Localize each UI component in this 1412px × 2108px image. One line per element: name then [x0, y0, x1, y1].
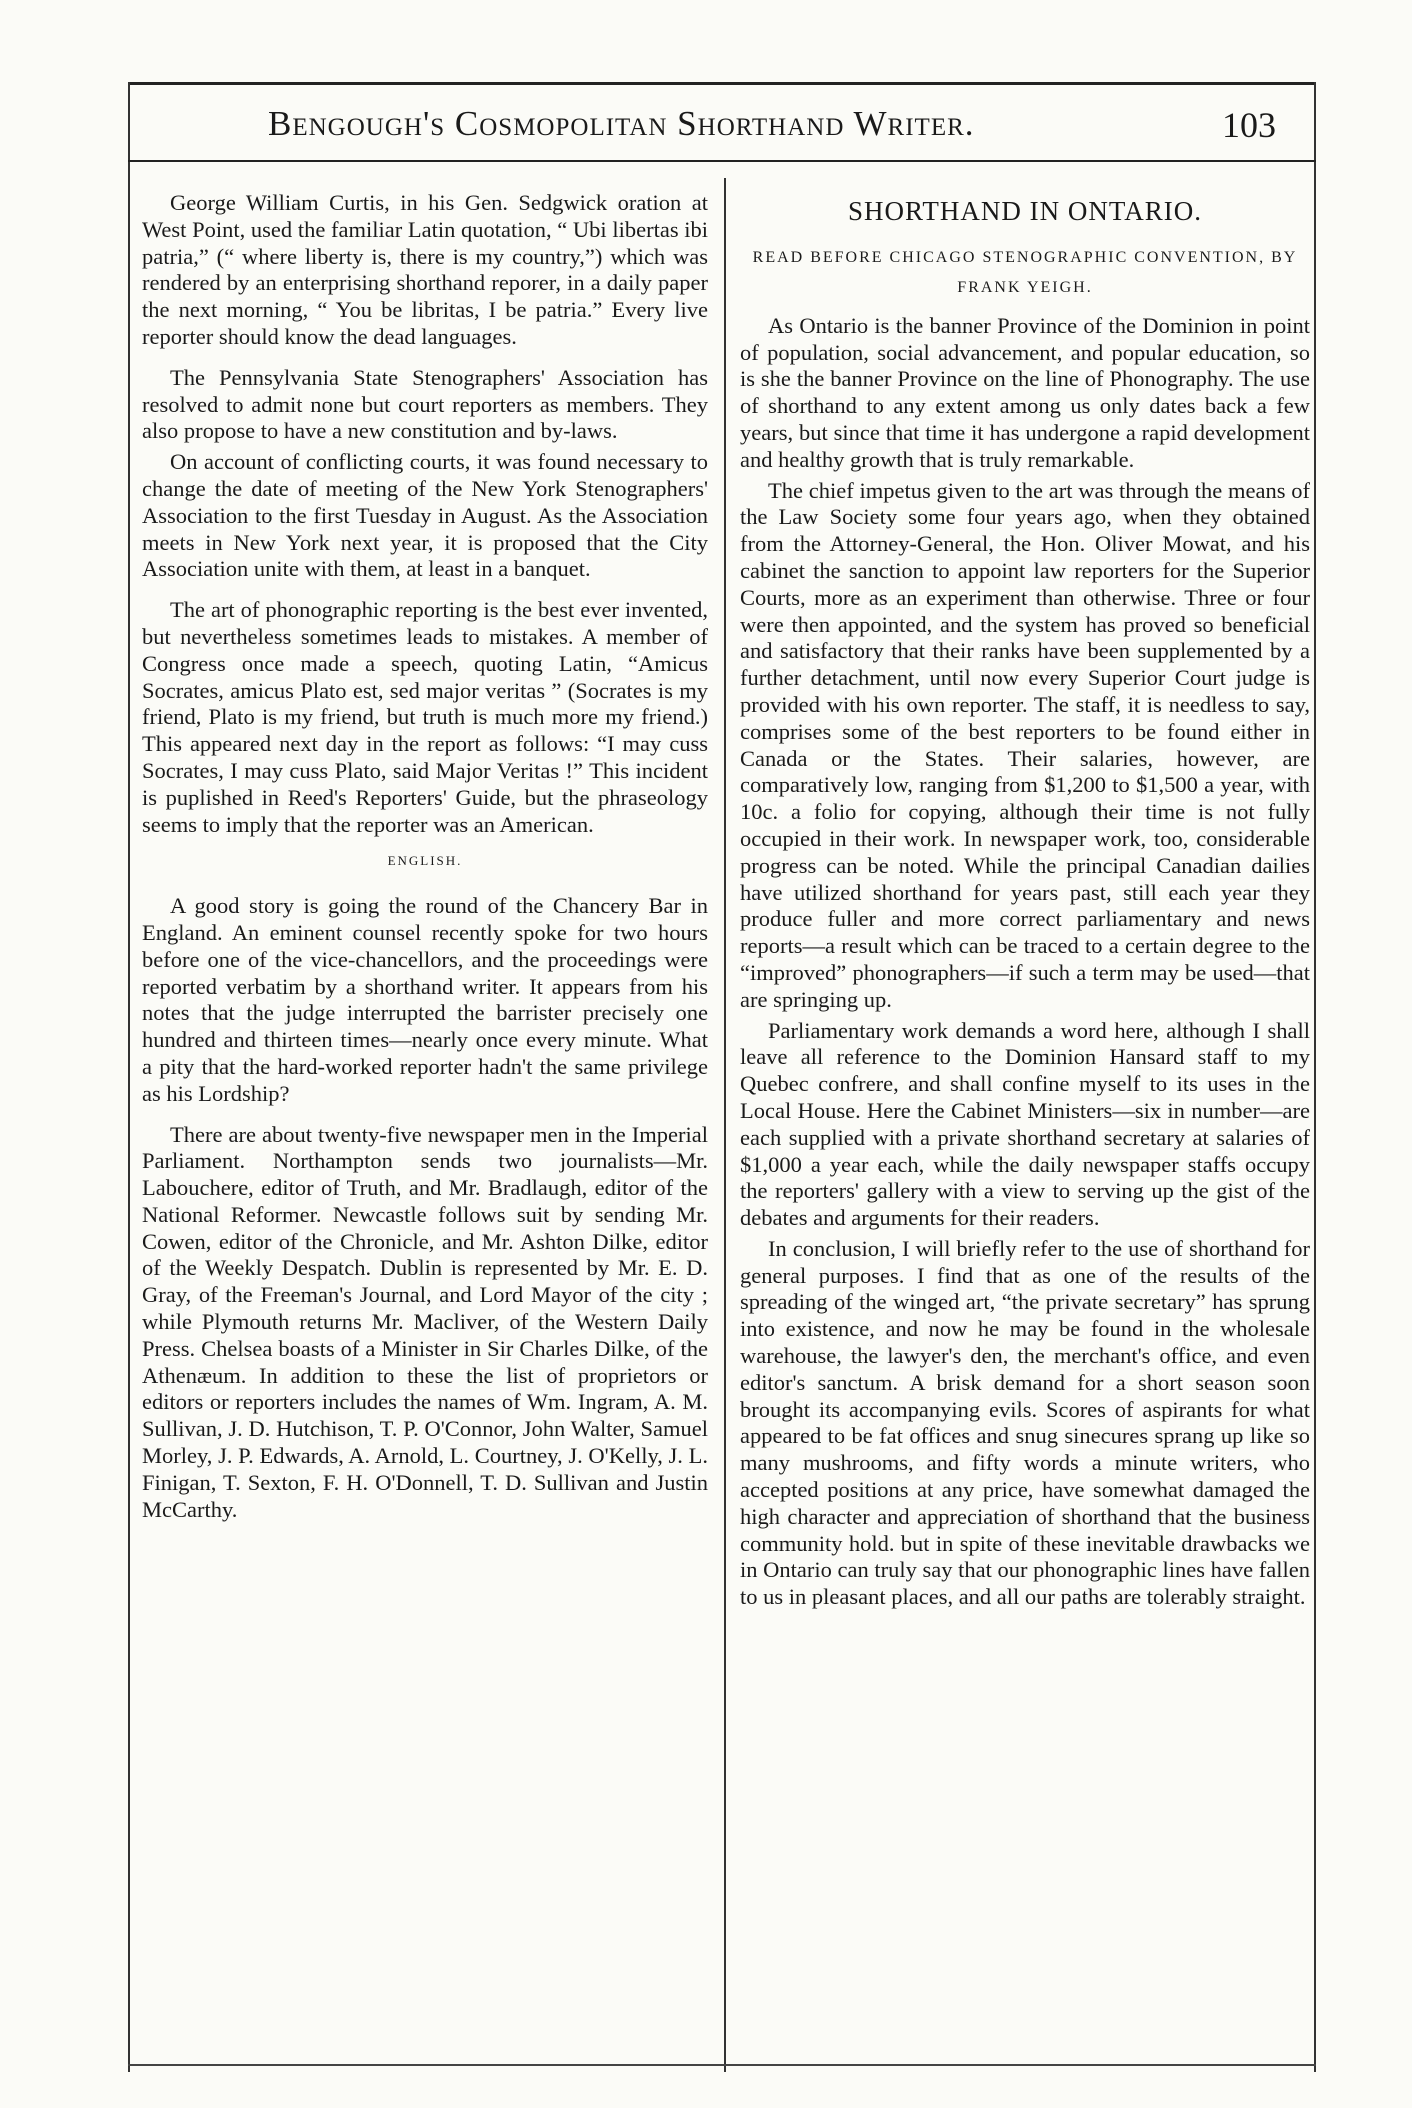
section-heading-english: ENGLISH.: [387, 853, 463, 869]
paragraph-imperial-parliament: There are about twenty-five newspaper men in the Imperial Parliament. Northampton sends two journalists—Mr. Labouchere, editor of Truth, and Mr. Bradlaugh, editor of the National Reformer. Newcastle follows suit by sending Mr. Cowen, editor of the Chronicle, and Mr. Ashton Dilke, editor of the Weekly Despatch. Dublin is represented by Mr. E. D. Gray, of the Freeman's Journal, and Lord Mayor of the city ; while Plymouth returns Mr. Macliver, of the Western Daily Press. Chelsea boasts of a Minister in Sir Charles Dilke, of the Athenæum. In addition to these the list of proprietors or editors or reporters includes the names of Wm. Ingram, A. M. Sullivan, J. D. Hutchison, T. P. O'Connor, John Walter, Samuel Morley, J. P. Edwards, A. Arnold, L. Courtney, J. O'Kelly, J. L. Finigan, T. Sexton, F. H. O'Donnell, T. D. Sullivan and Justin McCarthy.: [142, 1121, 708, 1522]
right-border: [1314, 82, 1316, 2072]
running-title: Bengough's Cosmopolitan Shorthand Writer.: [268, 104, 975, 143]
paragraph-conclusion: In conclusion, I will briefly refer to the use of shorthand for general purposes. I find that as one of the results of the spreading of the winged art, “the private secretary” has sprung into existence, and now he may be found in the wholesale warehouse, the lawyer's den, the merchant's office, and even editor's sanctum. A brisk demand for a short season soon brought its accompanying evils. Scores of aspirants for what appeared to be fat offices and snug sinecures sprang up like so many mushrooms, and fifty words a minute writers, who accepted positions at any price, have somewhat damaged the high character and appreciation of shorthand that the business community hold. but in spite of these inevitable drawbacks we in Ontario can truly say that our phonographic lines have fallen to us in pleasant places, and all our paths are tolerably straight.: [740, 1235, 1310, 1610]
paragraph-parliamentary-work: Parliamentary work demands a word here, although I shall leave all reference to the Dominion Hansard staff to my Quebec confrere, and shall confine myself to its uses in the Local House. Here the Cabinet Ministers—six in number—are each supplied with a private shorthand secretary at salaries of $1,000 a year each, while the daily newspaper staffs occupy the reporters' gallery with a view to serving up the gist of the debates and arguments for their readers.: [740, 1017, 1310, 1231]
page: [128, 82, 1316, 2072]
left-column: [142, 190, 708, 1537]
paragraph-pennsylvania: The Pennsylvania State Stenographers' Association has resolved to admit none but court reporters as members. They also propose to have a new constitution and by-laws.: [142, 364, 708, 444]
article-heading: SHORTHAND IN ONTARIO.: [848, 196, 1202, 226]
paragraph-phonographic-mistakes: The art of phonographic reporting is the best ever invented, but nevertheless sometimes leads to mistakes. A member of Congress once made a speech, quoting Latin, “Amicus Socrates, amicus Plato est, sed major veritas ” (Socrates is my friend, Plato is my friend, but truth is much more my friend.) This appeared next day in the report as follows: “I may cuss Socrates, I may cuss Plato, said Major Veritas !” This incident is puplished in Reed's Reporters' Guide, but the phraseology seems to imply that the reporter was an American.: [142, 597, 708, 837]
paragraph-curtis: George William Curtis, in his Gen. Sedgwick oration at West Point, used the familiar Latin quotation, “ Ubi libertas ibi patria,” (“ where liberty is, there is my country,”) which was rendered by an enterprising shorthand reporer, in a daily paper the next morning, “ You be libritas, I be patria.” Every live reporter should know the dead languages.: [142, 190, 708, 349]
paragraph-law-society: The chief impetus given to the art was through the means of the Law Society some four years ago, when they obtained from the Attorney-General, the Hon. Oliver Mowat, and his cabinet the sanction to appoint law reporters for the Superior Courts, more as an experiment than otherwise. Three or four were then appointed, and the system has proved so beneficial and satisfactory that their ranks have been supplemented by a further detachment, until now every Superior Court judge is provided with his own reporter. The staff, it is needless to say, comprises some of the best reporters to be found either in Canada or the States. Their salaries, however, are comparatively low, ranging from $1,200 to $1,500 a year, with 10c. a folio for copying, although their time is not fully occupied in their work. In newspaper work, too, considerable progress can be noted. While the principal Canadian dailies have utilized shorthand for years past, still each year they produce fuller and more correct parliamentary and news reports—a result which can be traced to a certain degree to the “improved” phonographers—if such a term may be used—that are springing up.: [740, 477, 1310, 1012]
page-number: 103: [1222, 105, 1276, 145]
right-column: [740, 190, 1310, 1615]
article-subheading: READ BEFORE CHICAGO STENOGRAPHIC CONVENTION, BY FRANK YEIGH.: [752, 248, 1298, 296]
top-rule: [128, 82, 1316, 85]
paragraph-conflicting-courts: On account of conflicting courts, it was found necessary to change the date of meeting of the New York Stenographers' Association to the first Tuesday in August. As the Association meets in New York next year, it is proposed that the City Association unite with them, at least in a banquet.: [142, 449, 708, 582]
paragraph-chancery-bar: A good story is going the round of the Chancery Bar in England. An eminent counsel recently spoke for two hours before one of the vice-chancellors, and the proceedings were reported verbatim by a shorthand writer. It appears from his notes that the judge interrupted the barrister precisely one hundred and thirteen times—nearly once every minute. What a pity that the hard-worked reporter hadn't the same privilege as his Lordship?: [142, 893, 708, 1106]
running-header: [128, 104, 1316, 162]
column-divider: [724, 178, 726, 2072]
left-border: [128, 82, 130, 2072]
bottom-rule: [128, 2064, 1316, 2066]
paragraph-ontario-banner: As Ontario is the banner Province of the Dominion in point of population, social advancement, and popular education, so is she the banner Province on the line of Phonography. The use of shorthand to any extent among us only dates back a few years, but since that time it has undergone a rapid development and healthy growth that is truly remarkable.: [740, 312, 1310, 472]
